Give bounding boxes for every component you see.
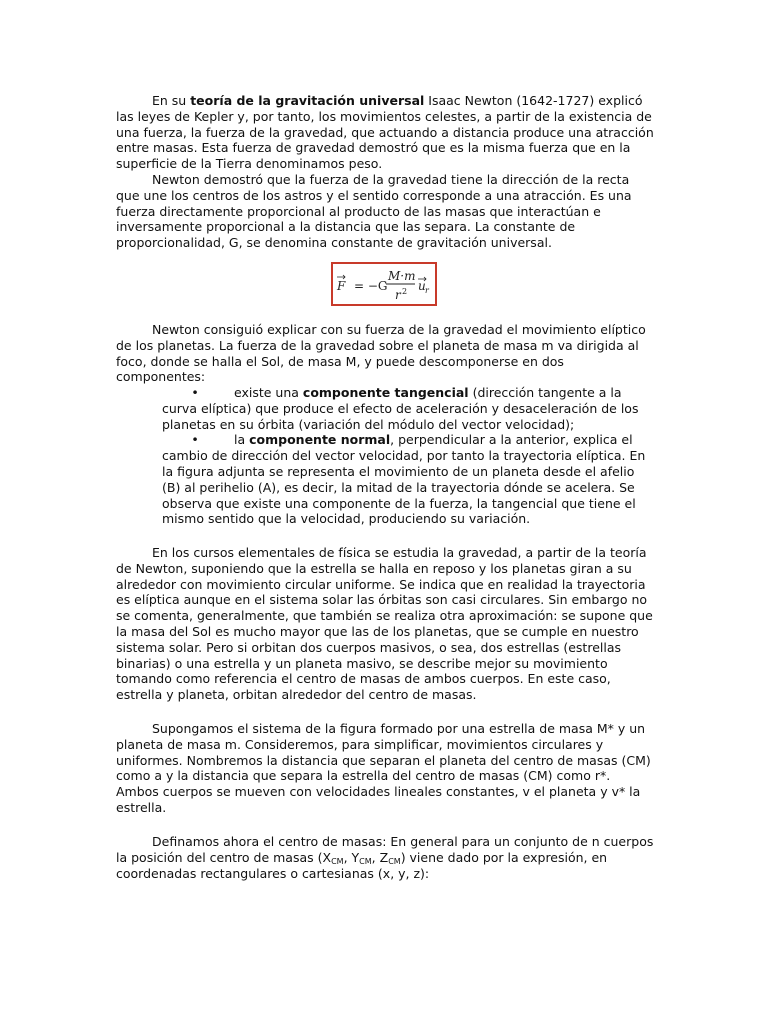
components-list	[162, 385, 648, 527]
term-universal-gravitation: teoría de la gravitación universal	[190, 93, 425, 108]
formula-numerator: M·m	[388, 269, 416, 283]
paragraph-3-block	[116, 322, 656, 385]
paragraph-6-block	[116, 834, 656, 881]
paragraphs-intro	[116, 93, 656, 251]
paragraph-4-block	[116, 545, 656, 703]
formula-denominator: r	[395, 288, 401, 302]
term-tangential-component: componente tangencial	[302, 385, 469, 400]
list-item: • existe una componente tangencial (dirección tangente a la curva elíptica) que produce el efecto de aceleración y desaceleración de los planetas en su órbita (variación del módulo del vector velocidad);	[162, 385, 648, 432]
paragraph-6: Definamos ahora el centro de masas: En general para un conjunto de n cuerpos la posición del centro de masas ($X_{CM}$, $Y_{CM}$, $Z_{CM}$) viene dado por la expresión, en coordenadas rectangulares o cartesianas (x, y, z):	[116, 834, 654, 881]
formula-equals: = −G	[354, 279, 388, 293]
bullet-dot: •	[191, 432, 199, 448]
paragraph-3: Newton consiguió explicar con su fuerza de la gravedad el movimiento elíptico de los planetas. La fuerza de la gravedad sobre el planeta de masa m va dirigida al foco, donde se halla el Sol, de masa M, y puede descomponerse en dos componentes:	[116, 322, 646, 385]
paragraph-5-block	[116, 721, 656, 816]
paragraph-2: Newton demostró que la fuerza de la gravedad tiene la dirección de la recta que une los centros de los astros y el sentido corresponde a una atracción. Es una fuerza directamente proporcional al producto de las masas que interactúan e inversamente proporcional a la distancia que las separa. La constante de proporcionalidad, G, se denomina constante de gravitación universal.	[116, 171, 632, 251]
paragraph-4: En los cursos elementales de física se estudia la gravedad, a partir de la teoría de Newton, suponiendo que la estrella se halla en reposo y los planetas giran a su alrededor con movimiento circular uniforme. Se indica que en realidad la trayectoria es elíptica aunque en el sistema solar las órbitas son casi circulares. Sin embargo no se comenta, generalmente, que también se realiza otra aproximación: se supone que la masa del Sol es mucho mayor que las de los planetas, que se cumple en nuestro sistema solar. Pero si orbitan dos cuerpos masivos, o sea, dos estrellas (estrellas binarias) o una estrella y un planeta masivo, se describe mejor su movimiento tomando como referencia el centro de masas de ambos cuerpos. En este caso, estrella y planeta, orbitan alrededor del centro de masas.	[116, 545, 653, 703]
formula-exponent: 2	[402, 287, 408, 296]
paragraph-5: Supongamos el sistema de la figura formado por una estrella de masa M* y un planeta de masa m. Consideremos, para simplificar, movimientos circulares y uniformes. Nombremos la distancia que separan el planeta del centro de masas (CM) como a y la distancia que separa la estrella del centro de masas (CM) como r*. Ambos cuerpos se mueven con velocidades lineales constantes, v el planeta y v* la estrella.	[116, 721, 651, 815]
paragraph-1: En su teoría de la gravitación universal Isaac Newton (1642-1727) explicó las leyes de Kepler y, por tanto, los movimientos celestes, a partir de la existencia de una fuerza, la fuerza de la gravedad, que actuando a distancia produce una atracción entre masas. Esta fuerza de gravedad demostró que es la misma fuerza que en la superficie de la Tierra denominamos peso.	[116, 93, 654, 172]
bullet-dot: •	[191, 385, 199, 400]
formula-svg	[333, 264, 435, 304]
formula-unit-vector: u	[418, 279, 426, 293]
gravitation-formula	[331, 262, 437, 306]
term-normal-component: componente normal	[249, 432, 391, 448]
formula-unit-subscript: r	[425, 286, 429, 295]
formula-lhs: F	[337, 279, 346, 293]
list-item: • la componente normal, perpendicular a la anterior, explica el cambio de dirección del vector velocidad, por tanto la trayectoria elíptica. En la figura adjunta se representa el movimiento de un planeta desde el afelio (B) al perihelio (A), es decir, la mitad de la trayectoria dónde se acelera. Se observa que existe una componente de la fuerza, la tangencial que tiene el mismo sentido que la velocidad, produciendo su variación.	[162, 432, 648, 527]
